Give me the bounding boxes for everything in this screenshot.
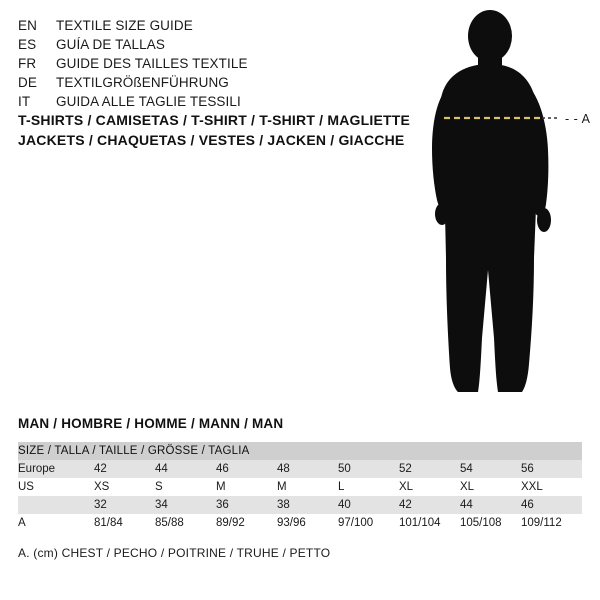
language-code: ES — [18, 37, 37, 52]
cell: 101/104 — [399, 514, 460, 532]
language-row — [18, 92, 398, 111]
language-text: TEXTILE SIZE GUIDE — [56, 18, 193, 33]
cell: L — [338, 478, 399, 496]
language-row — [18, 16, 398, 35]
row-label: US — [18, 478, 94, 496]
language-text: GUÍA DE TALLAS — [56, 37, 165, 52]
cell: 81/84 — [94, 514, 155, 532]
language-list — [18, 16, 398, 111]
cell: 46 — [521, 496, 582, 514]
language-text: GUIDE DES TAILLES TEXTILE — [56, 56, 248, 71]
product-category-jackets: JACKETS / CHAQUETAS / VESTES / JACKEN / GIACCHE — [18, 132, 405, 148]
cell: 46 — [216, 460, 277, 478]
table-row — [18, 496, 582, 514]
cell: XS — [94, 478, 155, 496]
cell: 38 — [277, 496, 338, 514]
language-text: GUIDA ALLE TAGLIE TESSILI — [56, 94, 241, 109]
table-row — [18, 478, 582, 496]
language-code: FR — [18, 56, 37, 71]
cell: 42 — [94, 460, 155, 478]
cell: 93/96 — [277, 514, 338, 532]
male-silhouette-icon — [400, 8, 600, 408]
language-code: EN — [18, 18, 37, 33]
row-label — [18, 496, 94, 514]
product-category-tshirts: T-SHIRTS / CAMISETAS / T-SHIRT / T-SHIRT / MAGLIETTE — [18, 112, 411, 128]
cell: 44 — [460, 496, 521, 514]
language-code: IT — [18, 94, 31, 109]
cell: 85/88 — [155, 514, 216, 532]
language-code: DE — [18, 75, 37, 90]
cell: 50 — [338, 460, 399, 478]
male-figure-illustration — [400, 8, 600, 408]
cell: 109/112 — [521, 514, 582, 532]
product-categories — [18, 110, 418, 150]
cell: M — [277, 478, 338, 496]
cell: 34 — [155, 496, 216, 514]
table-header-row — [18, 442, 582, 460]
measure-marker-label: - - A — [565, 112, 591, 126]
cell: 42 — [399, 496, 460, 514]
language-row — [18, 54, 398, 73]
cell: 44 — [155, 460, 216, 478]
cell: S — [155, 478, 216, 496]
row-label: A — [18, 514, 94, 532]
cell: XL — [399, 478, 460, 496]
table-header-label: SIZE / TALLA / TAILLE / GRÖSSE / TAGLIA — [18, 442, 582, 460]
size-table — [18, 442, 582, 532]
cell: 40 — [338, 496, 399, 514]
table-row — [18, 514, 582, 532]
cell: M — [216, 478, 277, 496]
cell: 105/108 — [460, 514, 521, 532]
language-row — [18, 73, 398, 92]
cell: 54 — [460, 460, 521, 478]
size-table-container — [18, 442, 582, 532]
language-row — [18, 35, 398, 54]
row-label: Europe — [18, 460, 94, 478]
cell: XL — [460, 478, 521, 496]
cell: 32 — [94, 496, 155, 514]
table-row — [18, 460, 582, 478]
measurement-footnote: A. (cm) CHEST / PECHO / POITRINE / TRUHE / PETTO — [18, 546, 331, 560]
cell: 36 — [216, 496, 277, 514]
cell: XXL — [521, 478, 582, 496]
cell: 48 — [277, 460, 338, 478]
cell: 52 — [399, 460, 460, 478]
language-text: TEXTILGRÖßENFÜHRUNG — [56, 75, 229, 90]
cell: 97/100 — [338, 514, 399, 532]
cell: 56 — [521, 460, 582, 478]
cell: 89/92 — [216, 514, 277, 532]
gender-label: MAN / HOMBRE / HOMME / MANN / MAN — [18, 416, 284, 431]
